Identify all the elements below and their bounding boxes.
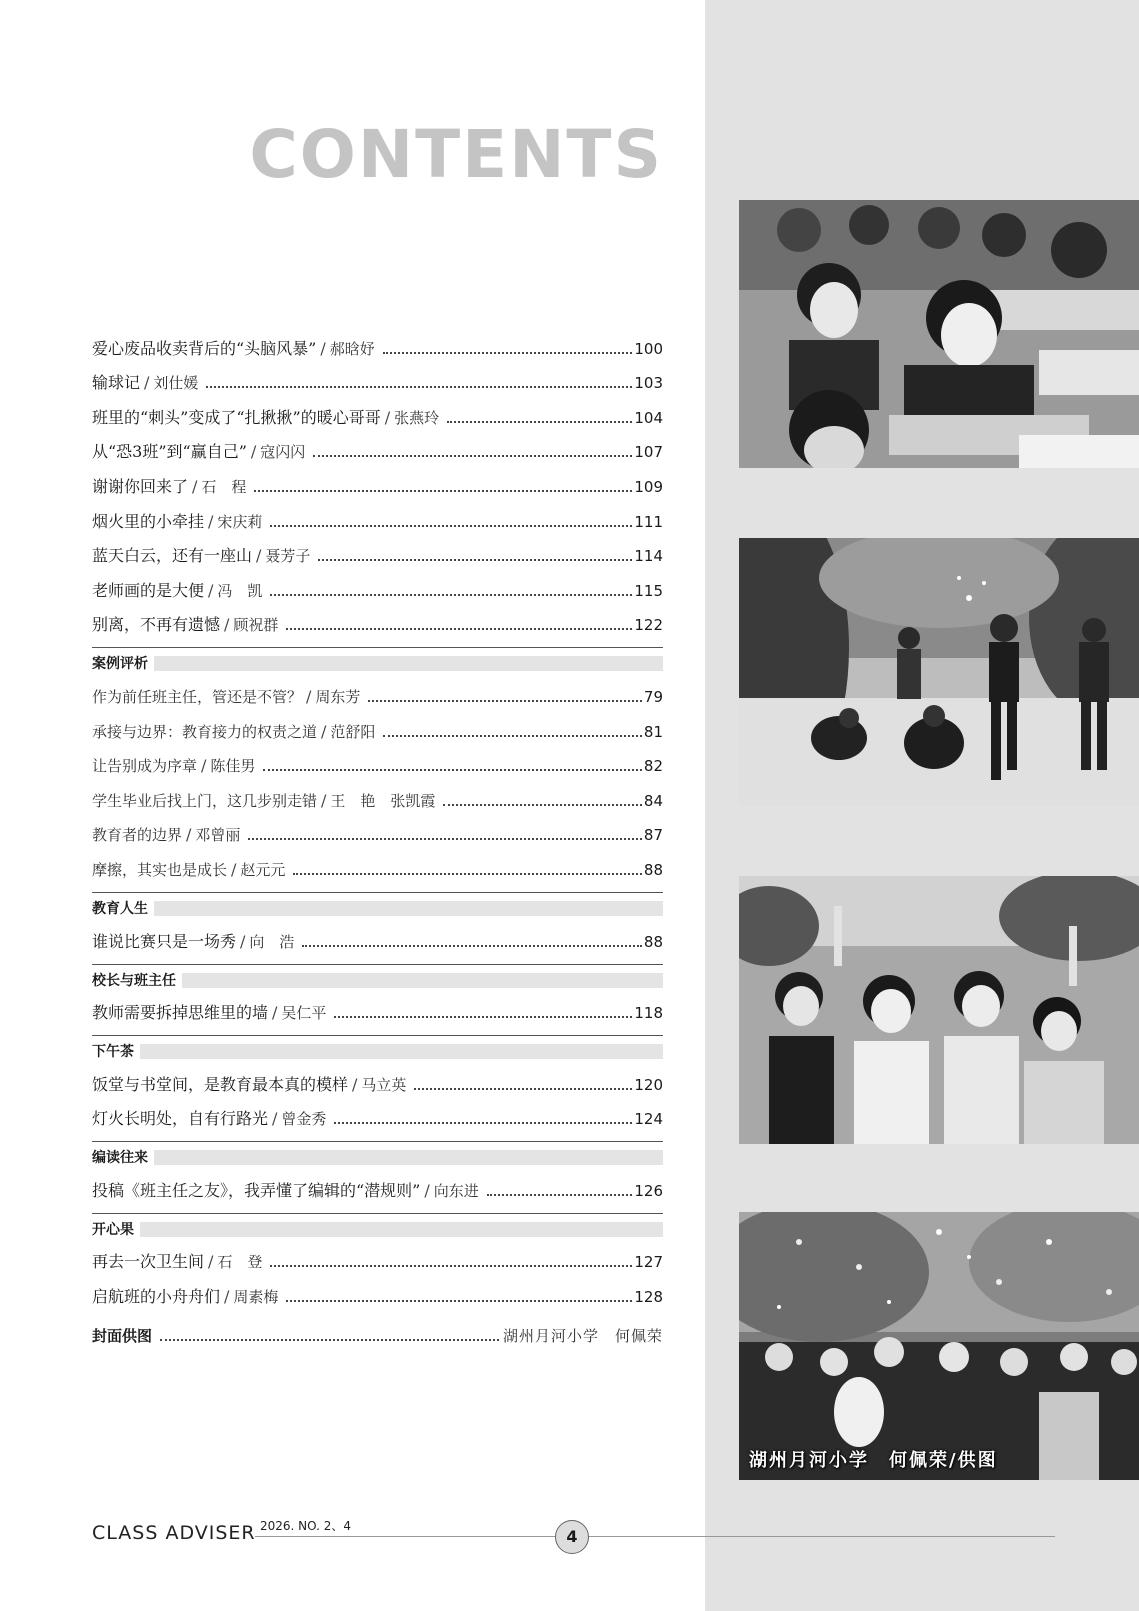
toc-entry-author: 刘仕媛 <box>153 374 199 393</box>
toc-separator: / <box>186 825 192 845</box>
toc-entry-page: 114 <box>634 547 663 566</box>
toc-entry-author: 郝晗妤 <box>329 339 375 358</box>
section-header-label: 案例评析 <box>92 653 154 673</box>
toc-entry[interactable] <box>92 359 663 394</box>
toc-leader-dots <box>206 386 632 388</box>
toc-entry-title: 蓝天白云，还有一座山 <box>92 546 253 566</box>
toc-entry-author: 周东芳 <box>315 687 361 706</box>
toc-leader-dots <box>487 1194 633 1196</box>
toc-entry[interactable] <box>92 324 663 359</box>
toc-separator: / <box>352 1074 358 1094</box>
toc-entry-title: 作为前任班主任，管还是不管？ <box>92 687 303 706</box>
toc-entry-page: 82 <box>643 757 663 776</box>
toc-entry[interactable] <box>92 1272 663 1307</box>
cover-credit <box>92 1325 663 1346</box>
toc-entry-page: 100 <box>634 339 663 358</box>
toc-entry[interactable] <box>92 742 663 777</box>
toc-separator: / <box>272 1109 278 1129</box>
toc-entry[interactable] <box>92 497 663 532</box>
toc-entry-author: 寇闪闪 <box>260 443 306 462</box>
toc-separator: / <box>231 859 237 879</box>
toc-entry-page: 88 <box>643 932 663 951</box>
section-header <box>92 1141 663 1166</box>
toc-entry-title: 饭堂与书堂间，是教育最本真的模样 <box>92 1074 349 1094</box>
toc-entry[interactable] <box>92 532 663 567</box>
toc-entry-page: 126 <box>634 1181 663 1200</box>
toc-entry-title: 摩擦，其实也是成长 <box>92 860 228 879</box>
toc-leader-dots <box>286 1300 632 1302</box>
toc-entry-title: 班里的“刺头”变成了“扎揪揪”的暖心哥哥 <box>92 407 381 427</box>
toc-leader-dots <box>248 838 641 840</box>
section-header-label: 校长与班主任 <box>92 970 182 990</box>
section-header <box>92 647 663 672</box>
toc-leader-dots <box>270 594 632 596</box>
toc-separator: / <box>272 1003 278 1023</box>
toc-entry[interactable] <box>92 393 663 428</box>
table-of-contents <box>92 324 663 1346</box>
toc-entry-title: 老师画的是大便 <box>92 580 205 600</box>
toc-entry-author: 宋庆莉 <box>217 512 263 531</box>
toc-entry-title: 谁说比赛只是一场秀 <box>92 931 237 951</box>
toc-entry-page: 109 <box>634 477 663 496</box>
toc-leader-dots <box>313 455 632 457</box>
toc-entry-page: 104 <box>634 408 663 427</box>
toc-entry-title: 从“恐3班”到“赢自己” <box>92 442 247 462</box>
toc-entry-page: 87 <box>643 826 663 845</box>
toc-entry-page: 88 <box>643 860 663 879</box>
toc-entry[interactable] <box>92 428 663 463</box>
toc-entry-title: 灯火长明处，自有行路光 <box>92 1109 269 1129</box>
toc-entry-author: 曾金秀 <box>281 1110 327 1129</box>
toc-entry[interactable] <box>92 989 663 1024</box>
toc-entry-author: 向 浩 <box>249 932 295 951</box>
cover-credit-value: 湖州月河小学 何佩荣 <box>502 1327 663 1346</box>
toc-entry[interactable] <box>92 917 663 952</box>
toc-separator: / <box>224 615 230 635</box>
toc-entry-title: 爱心废品收卖背后的“头脑风暴” <box>92 338 317 358</box>
toc-entry-title: 谢谢你回来了 <box>92 476 189 496</box>
footer-issue: 2026. NO. 2、4 <box>260 1519 352 1533</box>
toc-separator: / <box>321 790 327 810</box>
toc-entry[interactable] <box>92 462 663 497</box>
toc-entry[interactable] <box>92 845 663 880</box>
section-header-bar <box>92 1150 663 1165</box>
toc-separator: / <box>384 407 391 427</box>
toc-leader-dots <box>254 490 632 492</box>
toc-entry[interactable] <box>92 1060 663 1095</box>
toc-entry-author: 张燕玲 <box>394 408 440 427</box>
toc-leader-dots <box>368 700 641 702</box>
toc-leader-dots <box>383 735 641 737</box>
toc-separator: / <box>240 931 246 951</box>
photo-snow-play <box>739 538 1139 806</box>
toc-separator: / <box>144 373 150 393</box>
toc-entry-title: 再去一次卫生间 <box>92 1252 205 1272</box>
toc-separator: / <box>320 338 326 358</box>
page-number: 4 <box>555 1520 589 1554</box>
toc-entry-title: 让告别成为序章 <box>92 757 198 776</box>
toc-entry-page: 107 <box>634 443 663 462</box>
toc-entry-page: 115 <box>634 581 663 600</box>
toc-separator: / <box>208 580 214 600</box>
toc-entry[interactable] <box>92 566 663 601</box>
toc-entry[interactable] <box>92 776 663 811</box>
toc-entry-page: 79 <box>643 687 663 706</box>
section-header-bar <box>92 1222 663 1237</box>
toc-entry-author: 陈佳男 <box>210 757 256 776</box>
toc-entry-author: 石 程 <box>201 477 247 496</box>
photo-classroom <box>739 200 1139 468</box>
toc-entry-page: 128 <box>634 1288 663 1307</box>
toc-leader-dots <box>334 1122 632 1124</box>
section-header-label: 开心果 <box>92 1219 140 1239</box>
toc-entry-page: 111 <box>634 512 663 531</box>
toc-entry-author: 范舒阳 <box>330 722 376 741</box>
toc-separator: / <box>208 511 214 531</box>
section-header-label: 教育人生 <box>92 898 154 918</box>
section-header <box>92 892 663 917</box>
section-header <box>92 964 663 989</box>
toc-entry-title: 启航班的小舟舟们 <box>92 1287 221 1307</box>
toc-entry-author: 顾祝群 <box>233 616 279 635</box>
toc-entry-page: 127 <box>634 1253 663 1272</box>
toc-entry-title: 烟火里的小牵挂 <box>92 511 205 531</box>
toc-entry-author: 向东进 <box>433 1181 479 1200</box>
section-header-label: 下午茶 <box>92 1041 140 1061</box>
toc-leader-dots <box>383 352 633 354</box>
toc-entry[interactable] <box>92 1238 663 1273</box>
toc-leader-dots <box>270 525 632 527</box>
toc-entry-author: 周素梅 <box>233 1288 279 1307</box>
toc-leader-dots <box>447 421 632 423</box>
section-header-label: 编读往来 <box>92 1147 154 1167</box>
toc-leader-dots <box>302 945 641 947</box>
toc-entry-title: 别离，不再有遗憾 <box>92 615 221 635</box>
toc-separator: / <box>192 476 198 496</box>
toc-entry-title: 输球记 <box>92 373 141 393</box>
section-header <box>92 1213 663 1238</box>
toc-entry-page: 84 <box>643 791 663 810</box>
toc-entry[interactable] <box>92 707 663 742</box>
photo-celebration <box>739 1212 1139 1480</box>
cover-credit-dots <box>160 1339 499 1341</box>
toc-leader-dots <box>334 1016 632 1018</box>
toc-leader-dots <box>286 628 632 630</box>
toc-entry-page: 118 <box>634 1004 663 1023</box>
photo-caption: 湖州月河小学 何佩荣/供图 <box>749 1450 998 1471</box>
toc-entry-title: 教育者的边界 <box>92 826 183 845</box>
toc-entry-author: 吴仁平 <box>281 1004 327 1023</box>
toc-entry[interactable] <box>92 672 663 707</box>
toc-entry[interactable] <box>92 601 663 636</box>
toc-leader-dots <box>318 559 632 561</box>
section-header-bar <box>92 1044 663 1059</box>
toc-entry[interactable] <box>92 811 663 846</box>
section-header-bar <box>92 901 663 916</box>
toc-entry-author: 冯 凯 <box>217 581 263 600</box>
toc-entry-author: 石 登 <box>217 1253 263 1272</box>
toc-separator: / <box>424 1180 430 1200</box>
section-header <box>92 1035 663 1060</box>
toc-entry-author: 聂芳子 <box>265 547 311 566</box>
toc-entry-page: 103 <box>634 374 663 393</box>
toc-entry[interactable] <box>92 1166 663 1201</box>
toc-entry-title: 承接与边界：教育接力的权责之道 <box>92 722 318 741</box>
toc-leader-dots <box>414 1088 632 1090</box>
toc-leader-dots <box>270 1265 632 1267</box>
photo-cheering-children <box>739 876 1139 1144</box>
footer-brand: CLASS ADVISER <box>92 1522 256 1544</box>
toc-leader-dots <box>263 769 641 771</box>
toc-separator: / <box>306 686 312 706</box>
contents-title: CONTENTS <box>249 116 663 193</box>
toc-separator: / <box>321 721 327 741</box>
toc-leader-dots <box>443 804 641 806</box>
toc-entry-author: 马立英 <box>361 1075 407 1094</box>
toc-entry-page: 81 <box>643 722 663 741</box>
toc-entry-author: 赵元元 <box>240 860 286 879</box>
toc-separator: / <box>208 1252 214 1272</box>
toc-separator: / <box>224 1287 230 1307</box>
toc-entry-page: 120 <box>634 1075 663 1094</box>
section-header-bar <box>92 656 663 671</box>
toc-entry-author: 王 艳 张凯霞 <box>330 791 436 810</box>
toc-entry-author: 邓曾丽 <box>195 826 241 845</box>
toc-separator: / <box>256 546 262 566</box>
toc-entry-title: 投稿《班主任之友》，我弄懂了编辑的“潜规则” <box>92 1180 421 1200</box>
toc-entry-title: 教师需要拆掉思维里的墙 <box>92 1003 269 1023</box>
toc-entry-title: 学生毕业后找上门，这几步别走错 <box>92 791 318 810</box>
footer-rule <box>255 1536 1055 1537</box>
toc-leader-dots <box>293 873 641 875</box>
toc-entry[interactable] <box>92 1095 663 1130</box>
toc-separator: / <box>201 756 207 776</box>
cover-credit-label: 封面供图 <box>92 1327 153 1346</box>
toc-separator: / <box>250 442 257 462</box>
toc-entry-page: 122 <box>634 616 663 635</box>
toc-entry-page: 124 <box>634 1110 663 1129</box>
